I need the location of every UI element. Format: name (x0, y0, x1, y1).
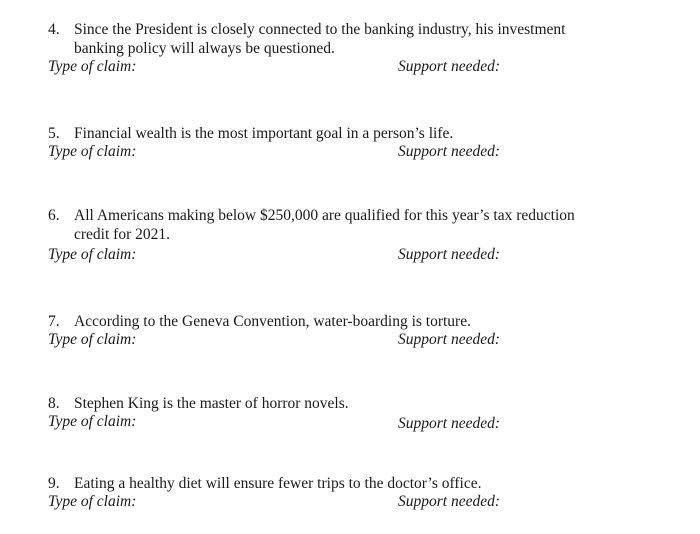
question-text-line: Eating a healthy diet will ensure fewer trips to the doctor’s office. (74, 475, 482, 492)
type-of-claim-label: Type of claim: (48, 246, 137, 263)
question-number: 7. (48, 313, 60, 330)
question-number: 4. (48, 21, 60, 38)
question-number: 5. (48, 125, 60, 142)
question-text-line: Stephen King is the master of horror novels. (74, 395, 349, 412)
type-of-claim-label: Type of claim: (48, 143, 137, 160)
type-of-claim-label: Type of claim: (48, 331, 137, 348)
question-text-line: Financial wealth is the most important goal in a person’s life. (74, 125, 454, 142)
question-number: 6. (48, 207, 60, 224)
support-needed-label: Support needed: (398, 415, 501, 432)
question-text-line: All Americans making below $250,000 are qualified for this year’s tax reduction (74, 207, 575, 224)
question-text-line: credit for 2021. (74, 226, 170, 243)
support-needed-label: Support needed: (398, 58, 501, 75)
question-text-line: Since the President is closely connected to the banking industry, his investment (74, 21, 566, 38)
support-needed-label: Support needed: (398, 493, 501, 510)
type-of-claim-label: Type of claim: (48, 493, 137, 510)
question-text-line: According to the Geneva Convention, water-boarding is torture. (74, 313, 471, 330)
support-needed-label: Support needed: (398, 246, 501, 263)
type-of-claim-label: Type of claim: (48, 58, 137, 75)
support-needed-label: Support needed: (398, 143, 501, 160)
question-number: 8. (48, 395, 60, 412)
type-of-claim-label: Type of claim: (48, 413, 137, 430)
question-text-line: banking policy will always be questioned. (74, 40, 335, 57)
question-number: 9. (48, 475, 60, 492)
support-needed-label: Support needed: (398, 331, 501, 348)
